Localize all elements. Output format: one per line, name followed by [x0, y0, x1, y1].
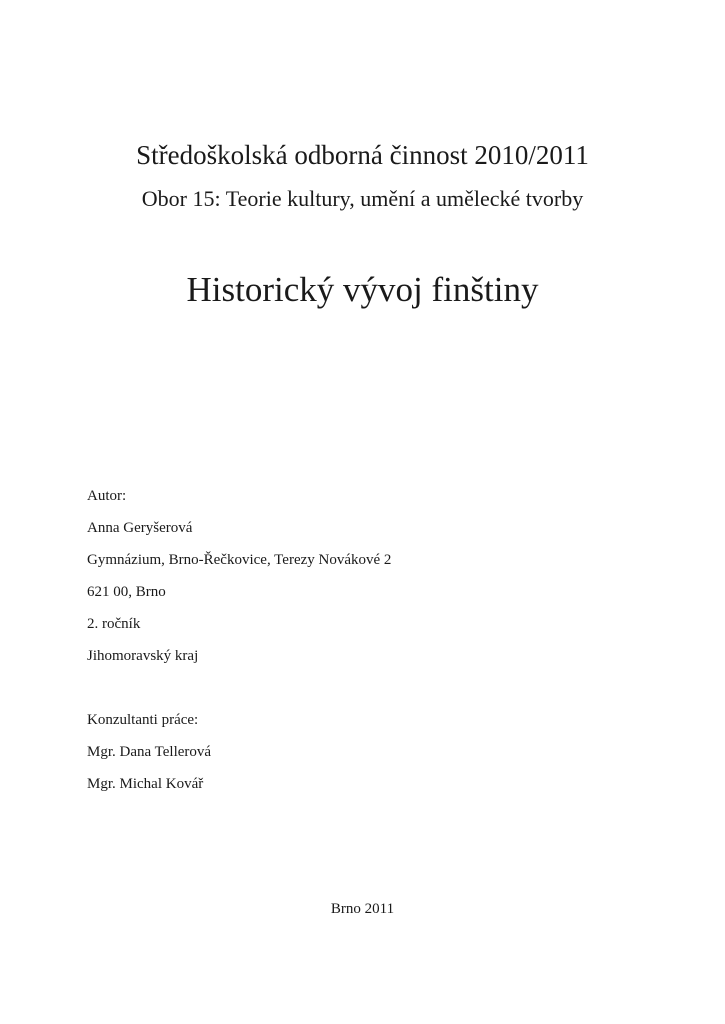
consultant-name: Mgr. Michal Kovář	[87, 776, 204, 792]
postal-code: 621 00, Brno	[87, 584, 166, 600]
grade: 2. ročník	[87, 616, 141, 632]
school-address: Gymnázium, Brno-Řečkovice, Terezy Novákové 2	[87, 552, 392, 568]
author-name: Anna Geryšerová	[87, 520, 193, 536]
place-year: Brno 2011	[330, 901, 395, 917]
region: Jihomoravský kraj	[87, 648, 199, 664]
consultants-label: Konzultanti práce:	[87, 712, 199, 728]
competition-heading: Středoškolská odborná činnost 2010/2011	[136, 140, 589, 170]
author-label: Autor:	[87, 488, 127, 504]
field-subheading: Obor 15: Teorie kultury, umění a umělecké tvorby	[141, 186, 584, 211]
thesis-title: Historický vývoj finštiny	[186, 270, 539, 309]
consultant-name: Mgr. Dana Tellerová	[87, 744, 212, 760]
